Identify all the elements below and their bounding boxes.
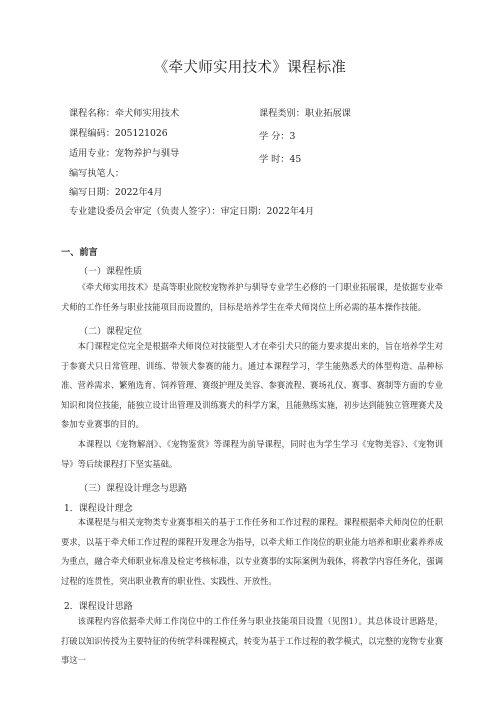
subsection-heading-design: （三）课程设计理念与思路 — [79, 484, 188, 494]
paragraph-design-approach: 该课程内容依据牵犬师工作岗位中的工作任务与职业技能项目设置（见图1）。其总体设计思路是，打破以知识传授为主要特征的传统学科课程模式，转变为基于工作过程的教学模式，以完整的宠物专业赛事这一 — [61, 616, 443, 665]
paragraph-design-philosophy: 本课程是与相关宠物类专业赛事相关的基于工作任务和工作过程的课程。课程根据牵犬师岗位的任职要求，以基于牵犬师工作过程的课程开发理念为指导，以牵犬师工作岗位的职业能力培养和职业素养养成为重点，融合牵犬师职业标准及检定考核标准，以专业赛事的实际案例为载体，将教学内容任务化，强调过程的连贯性，突出职业教育的职业性、实践性、开放性。 — [61, 517, 443, 586]
class-hours: 学 时：45 — [259, 154, 302, 165]
paragraph-course-nature: 《牵犬师实用技术》是高等职业院校宠物养护与驯导专业学生必修的一门职业拓展课，是依据专业牵犬师的工作任务与职业技能项目而设置的，目标是培养学生在牵犬师岗位上所必需的基本操作技能。 — [61, 282, 443, 312]
committee-review: 专业建设委员会审定（负责人签字）：审定日期：2022年4月 — [69, 206, 315, 217]
course-type: 课程类别：职业拓展课 — [259, 108, 351, 119]
paragraph-prerequisite-courses: 本课程以《宠物解剖》、《宠物鉴赏》等课程为前导课程，同时也为学生学习《宠物美容》、《宠物训导》等后续课程打下坚实基础。 — [61, 439, 443, 469]
subsection-heading-positioning: （二）课程定位 — [79, 327, 143, 337]
subsection-heading-nature: （一）课程性质 — [79, 267, 143, 277]
compile-date: 编写日期：2022年4月 — [69, 187, 163, 198]
credits: 学 分：3 — [259, 131, 296, 142]
heading-design-approach: 2．课程设计思路 — [64, 602, 133, 612]
document-title: 《牵犬师实用技术》课程标准 — [153, 60, 347, 76]
course-name: 课程名称：牵犬师实用技术 — [69, 108, 180, 119]
author: 编写执笔人： — [69, 168, 125, 179]
heading-design-philosophy: 1．课程设计理念 — [64, 504, 133, 514]
section-heading-preface: 一、前言 — [61, 247, 98, 258]
paragraph-course-positioning: 本门课程定位完全是根据牵犬师岗位对技能型人才在牵引犬只的能力要求提出来的，旨在培养学生对于参赛犬只日常管理、训练、带领犬参赛的能力。通过本课程学习，学生能熟悉犬的体型构造、品种标准、营养需求、繁殖选育、饲养管理、赛级护理及美容、参赛流程、赛场礼仪、赛事、赛制等方面的专业知识和岗位技能，能独立设计出管理及训练赛犬的科学方案，且能熟练实施，初步达到能独立管理赛犬及参加专业赛事的目的。 — [61, 341, 443, 429]
course-code: 课程编码：205121026 — [69, 128, 168, 139]
applicable-major: 适用专业：宠物养护与驯导 — [69, 148, 180, 159]
